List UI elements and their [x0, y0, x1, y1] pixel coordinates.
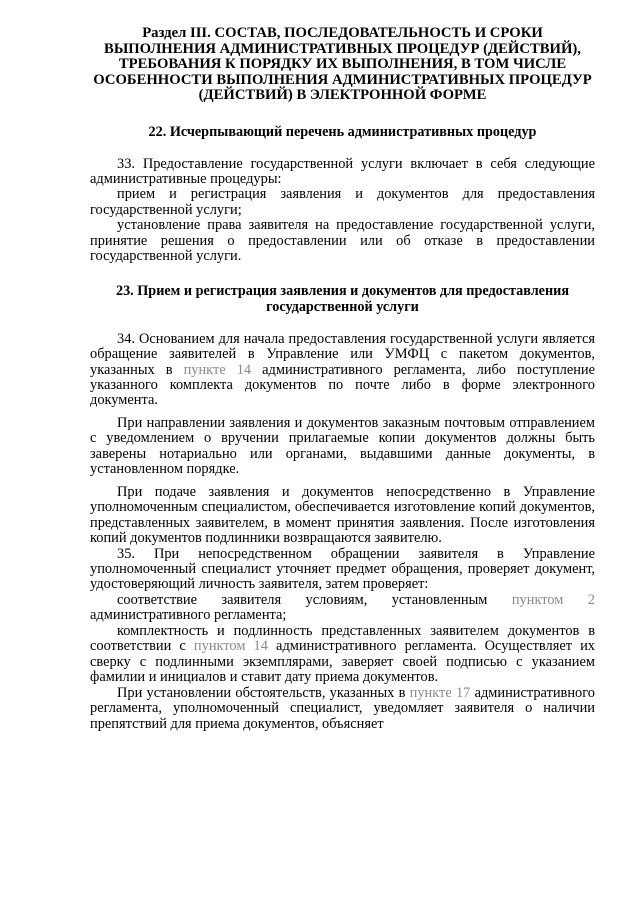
section-title: Раздел III. СОСТАВ, ПОСЛЕДОВАТЕЛЬНОСТЬ И СРОКИ ВЫПОЛНЕНИЯ АДМИНИСТРАТИВНЫХ ПРОЦЕДУР (ДЕЙСТВИЙ), ТРЕБОВАНИЯ К ПОРЯДКУ ИХ ВЫПОЛНЕНИЯ, В ТОМ ЧИСЛЕ ОСОБЕННОСТИ ВЫПОЛНЕНИЯ АДМИНИСТРАТИВНЫХ ПРОЦЕДУР (ДЕЙСТВИЙ) В ЭЛЕКТРОННОЙ ФОРМЕ: [93, 25, 592, 103]
list-item-completeness: [90, 624, 595, 686]
paragraph-35: [90, 547, 595, 593]
paragraph-text: административного регламента;: [90, 607, 287, 624]
subsection-22-title: 22. Исчерпывающий перечень административных процедур: [148, 123, 537, 140]
paragraph-34: [90, 332, 595, 409]
subsection-23-title: 23. Прием и регистрация заявления и документов для предоставления государственной услуги: [115, 282, 569, 315]
paragraph-postal: [90, 416, 595, 478]
cross-reference-link[interactable]: пункте 17: [409, 684, 471, 701]
cross-reference-link[interactable]: пунктом 14: [193, 638, 268, 655]
paragraph-text: комплектность и подлинность представленных заявителем документов в соответствии с: [90, 622, 595, 655]
paragraph-copies: [90, 485, 595, 547]
paragraph-text: При установлении обстоятельств, указанных в: [117, 684, 410, 701]
list-item-reception: [90, 187, 595, 218]
paragraph-text: административного регламента, уполномоченный специалист, уведомляет заявителя о наличии препятствий для приема документов, объясняет: [90, 684, 595, 732]
paragraph-text: 34. Основанием для начала предоставления государственной услуги является обращение заявителей в Управление или УМФЦ с пакетом документов, указанных в: [90, 330, 595, 378]
paragraph-obstacles: [90, 686, 595, 732]
paragraph-33: [90, 157, 595, 188]
paragraph-text: установление права заявителя на предоставление государственной услуги, принятие решения о предоставлении или об отказе в предоставлении государственной услуги.: [90, 217, 595, 265]
paragraph-text: соответствие заявителя условиям, установленным: [117, 591, 512, 608]
cross-reference-link[interactable]: пунктом 2: [511, 591, 595, 608]
paragraph-text: административного регламента, либо поступление указанного комплекта документов по почте либо в форме электронного документа.: [90, 361, 596, 409]
paragraph-text: административного регламента. Осуществляет их сверку с подлинными экземплярами, заверяет своей подписью с указанием фамилии и инициалов и ставит дату приема документов.: [90, 638, 596, 686]
cross-reference-link[interactable]: пункте 14: [183, 361, 252, 378]
list-item-conformity: [90, 593, 595, 624]
paragraph-text: При направлении заявления и документов заказным почтовым отправлением с уведомлением о вручении прилагаемые копии документов должны быть заверены нотариально или органами, выдавшими данные документы, в установленном порядке.: [90, 414, 595, 478]
list-item-establishment: [90, 218, 595, 264]
paragraph-text: прием и регистрация заявления и документов для предоставления государственной услуги;: [90, 186, 595, 218]
paragraph-text: 35. При непосредственном обращении заявителя в Управление уполномоченный специалист уточняет предмет обращения, проверяет документ, удостоверяющий личность заявителя, затем проверяет:: [90, 545, 595, 593]
paragraph-text: При подаче заявления и документов непосредственно в Управление уполномоченным специалистом, обеспечивается изготовление копий документов, представленных заявителем, в момент принятия заявления. После изготовления копий документов подлинники возвращаются заявителю.: [90, 483, 595, 547]
paragraph-text: 33. Предоставление государственной услуги включает в себя следующие административные процедуры:: [90, 155, 595, 187]
